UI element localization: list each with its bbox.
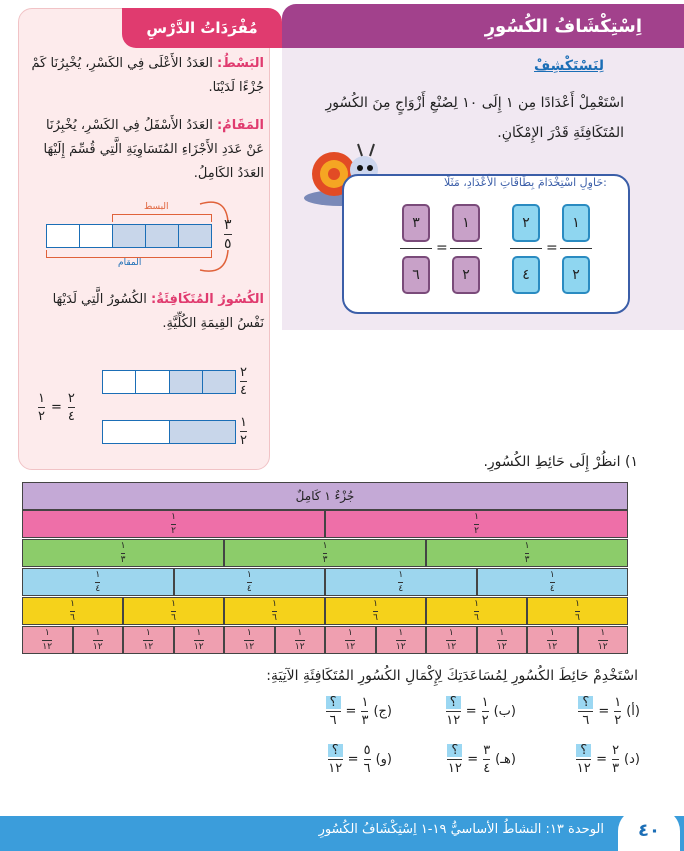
wall-cell: $\frac{١}{٤}$ <box>477 568 629 596</box>
number-card: ١ <box>452 204 480 242</box>
wall-cell: $\frac{١}{١٢}$ <box>22 626 73 654</box>
wall-cell: $\frac{١}{١٢}$ <box>123 626 174 654</box>
given-fraction: $\frac{٥}{٦}$ <box>363 743 371 776</box>
wall-cell: $\frac{١}{٦}$ <box>123 597 224 625</box>
vocab-title: مُفْرَدَاتُ الدَّرْسِ <box>122 8 282 48</box>
exercise-item: (ج) $\frac{١}{٣}$ = $\frac{؟}{٦}$ <box>326 696 392 727</box>
equivalent-def: الكُسُورُ الَّتِي لَدَيْهَا نَفْسُ القِيمَةِ الكُلِّيَّةِ. <box>52 292 264 331</box>
wall-cell: $\frac{١}{٣}$ <box>22 539 224 567</box>
wall-row-2 <box>22 510 628 538</box>
denominator-term: المَقَامُ: <box>216 118 264 133</box>
wall-row-6 <box>22 597 628 625</box>
exercise-label: (ج) <box>373 704 392 719</box>
wall-cell: $\frac{١}{١٢}$ <box>376 626 427 654</box>
number-card: ١ <box>562 204 590 242</box>
wall-row-whole <box>22 482 628 510</box>
wall-row-12 <box>22 626 628 654</box>
explore-title: اِسْتِكْشَافُ الكُسُورِ <box>282 4 684 48</box>
answer-fraction[interactable]: $\frac{؟}{١٢}$ <box>446 695 461 728</box>
denominator-label: المقام <box>118 258 142 268</box>
given-fraction: $\frac{١}{٣}$ <box>361 695 369 728</box>
wall-cell: $\frac{١}{٢}$ <box>325 510 628 538</box>
fraction-line <box>400 248 432 249</box>
exercise-item: (ب) $\frac{١}{٢}$ = $\frac{؟}{١٢}$ <box>446 695 516 728</box>
number-card: ٦ <box>402 256 430 294</box>
wall-cell: $\frac{١}{٤}$ <box>22 568 174 596</box>
halves-bar <box>102 420 236 444</box>
wall-cell: $\frac{١}{٦}$ <box>22 597 123 625</box>
numerator-term: البَسْطُ: <box>217 56 264 71</box>
example-fraction: ٣ ٥ <box>224 217 232 252</box>
fraction-wall <box>22 482 628 658</box>
number-card: ٣ <box>402 204 430 242</box>
number-card: ٤ <box>512 256 540 294</box>
equivalence-example: $\frac{١}{٢}$ = $\frac{٢}{٤}$ <box>38 391 75 424</box>
explore-task: اسْتَعْمِلْ أَعْدَادًا مِن ١ إِلَى ١٠ لِصُنْعِ أَزْوَاجٍ مِنَ الكُسُورِ المُتَكَافِئَةِ قَدْرَ الإِمْكَانِ. <box>325 95 624 141</box>
denominator-definition <box>26 114 264 186</box>
fraction-line <box>450 248 482 249</box>
exercise-item: (أ) $\frac{١}{٢}$ = $\frac{؟}{٦}$ <box>578 696 640 727</box>
exercise-item: (هـ) $\frac{٣}{٤}$ = $\frac{؟}{١٢}$ <box>447 743 516 776</box>
footer-unit: الوحدة ١٣: النشاطُ الأساسيُّ ١٩-١ اِسْتِكْشَافُ الكُسُورِ <box>318 822 604 837</box>
number-card: ٢ <box>562 256 590 294</box>
wall-row-4 <box>22 568 628 596</box>
equivalent-term: الكُسُورُ المُتَكَافِئَةُ: <box>151 292 264 307</box>
exercise-grid <box>270 696 640 786</box>
number-card: ٢ <box>452 256 480 294</box>
wall-row-3 <box>22 539 628 567</box>
exercise-item: (د) $\frac{٢}{٣}$ = $\frac{؟}{١٢}$ <box>576 743 640 776</box>
two-quarters-fraction: ٢ ٤ <box>240 365 247 398</box>
wall-cell: جُزْءٌ ١ كَامِلٌ <box>22 482 628 510</box>
exercise-label: (ب) <box>493 704 516 719</box>
exercise-label: (هـ) <box>495 752 516 767</box>
wall-cell: $\frac{١}{٢}$ <box>22 510 325 538</box>
wall-cell: $\frac{١}{١٢}$ <box>578 626 629 654</box>
wall-cell: $\frac{١}{٣}$ <box>224 539 426 567</box>
fraction-line <box>510 248 542 249</box>
given-fraction: $\frac{١}{٢}$ <box>614 695 622 728</box>
answer-fraction[interactable]: $\frac{؟}{٦}$ <box>578 696 593 727</box>
wall-cell: $\frac{١}{١٢}$ <box>174 626 225 654</box>
wall-cell: $\frac{١}{٣}$ <box>426 539 628 567</box>
numerator-label: البسط <box>144 202 169 212</box>
equals-sign: = <box>436 240 448 256</box>
exercise-label: (د) <box>624 752 640 767</box>
wall-cell: $\frac{١}{١٢}$ <box>73 626 124 654</box>
cards-hint: حَاوِلِ اسْتِخْدَامَ بِطَاقَاتِ الأَعْدَادِ، مَثَلًا: <box>444 176 607 189</box>
wall-cell: $\frac{١}{١٢}$ <box>527 626 578 654</box>
wall-cell: $\frac{١}{١٢}$ <box>477 626 528 654</box>
question-1: ١) انظُرْ إِلَى حَائِطِ الكُسُورِ. <box>483 454 638 470</box>
answer-fraction[interactable]: $\frac{؟}{١٢}$ <box>576 743 591 776</box>
wall-cell: $\frac{١}{١٢}$ <box>224 626 275 654</box>
wall-cell: $\frac{١}{٦}$ <box>426 597 527 625</box>
exercise-label: (و) <box>375 752 392 767</box>
given-fraction: $\frac{٣}{٤}$ <box>483 743 491 776</box>
given-fraction: $\frac{١}{٢}$ <box>481 695 489 728</box>
numerator-definition <box>26 52 264 100</box>
wall-cell: $\frac{١}{١٢}$ <box>325 626 376 654</box>
page-number: ٤٠ <box>618 809 680 851</box>
answer-fraction[interactable]: $\frac{؟}{٦}$ <box>326 696 341 727</box>
wall-cell: $\frac{١}{٤}$ <box>325 568 477 596</box>
denominator-bracket <box>46 250 212 258</box>
wall-cell: $\frac{١}{١٢}$ <box>426 626 477 654</box>
wall-cell: $\frac{١}{٦}$ <box>527 597 628 625</box>
wall-cell: $\frac{١}{٦}$ <box>325 597 426 625</box>
wall-cell: $\frac{١}{١٢}$ <box>275 626 326 654</box>
equivalent-definition <box>26 288 264 336</box>
explore-subtitle: لِنَسْتَكْشِفْ <box>534 58 604 74</box>
number-card: ٢ <box>512 204 540 242</box>
fraction-line <box>560 248 592 249</box>
exercise-instruction: اسْتَخْدِمْ حَائِطَ الكُسُورِ لِمُسَاعَدَتِكَ لِإِكْمَالِ الكُسُورِ المُتَكَافِئَةِ الآتِيَةِ: <box>266 668 638 684</box>
fifths-bar <box>46 224 212 248</box>
exercise-label: (أ) <box>626 704 640 719</box>
exercise-item: (و) $\frac{٥}{٦}$ = $\frac{؟}{١٢}$ <box>328 743 392 776</box>
wall-cell: $\frac{١}{٦}$ <box>224 597 325 625</box>
equals-sign: = <box>546 240 558 256</box>
given-fraction: $\frac{٢}{٣}$ <box>612 743 620 776</box>
wall-cell: $\frac{١}{٤}$ <box>174 568 326 596</box>
quarters-bar <box>102 370 236 394</box>
answer-fraction[interactable]: $\frac{؟}{١٢}$ <box>328 743 343 776</box>
denominator-def: العَدَدُ الأَسْفَلُ فِي الكَسْرِ، يُخْبِرُنَا عَنْ عَدَدِ الأَجْزَاءِ المُتَسَاوِيَةِ الَّتِي قُسِّمَ إِلَيْهَا العَدَدُ الكَامِلُ. <box>43 118 264 181</box>
numerator-def: العَدَدُ الأَعْلَى فِي الكَسْرِ، يُخْبِرُنَا كَمْ جُزْءًا لَدَيْنَا. <box>31 56 264 95</box>
one-half-fraction: ١ ٢ <box>240 415 247 448</box>
answer-fraction[interactable]: $\frac{؟}{١٢}$ <box>447 743 462 776</box>
